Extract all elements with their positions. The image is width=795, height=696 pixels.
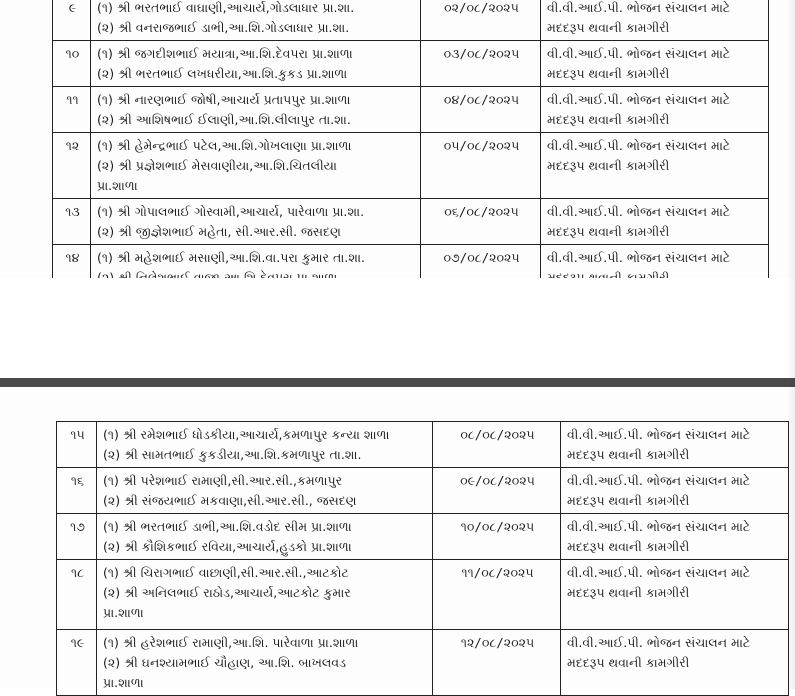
staff-line: (૨) શ્રી જીજ્ઞેશભાઈ મહેતા, સી.આર.સી. જસદણ (97, 224, 341, 239)
staff-line: (૨) શ્રી અનિલભાઈ રાઠોડ,આચાર્ય,આટકોટ કુમાર (103, 585, 351, 600)
staff-line: (૨) શ્રી ભરતભાઈ લખધરીયા,આ.શિ.કુકડ પ્રા.શાળા (97, 66, 348, 81)
scan-edge-shadow (787, 0, 795, 689)
assigned-staff (91, 0, 421, 41)
duty-description (541, 0, 769, 41)
duty-table-1 (52, 0, 769, 291)
staff-line: (૧) શ્રી પરેશભાઈ રામાણી,સી.આર.સી.,કમળાપુર (103, 473, 343, 488)
table-row (57, 468, 789, 514)
task-line: વી.વી.આઈ.પી. ભોજન સંચાલન માટે (567, 473, 751, 488)
table-row (53, 0, 769, 41)
page-2-fragment (0, 387, 795, 689)
assigned-staff (97, 468, 433, 514)
task-line: મદદરૂપ થવાની કામગીરી (567, 447, 690, 462)
assigned-staff (91, 133, 421, 199)
serial-number: ૧૬ (57, 468, 97, 514)
task-line: મદદરૂપ થવાની કામગીરી (547, 158, 670, 173)
page-gap (0, 278, 795, 378)
staff-line: પ્રા.શાળા (103, 675, 144, 690)
staff-line: પ્રા.શાળા (97, 178, 138, 193)
table-row (53, 199, 769, 245)
serial-number: ૧૭ (57, 514, 97, 560)
task-line: મદદરૂપ થવાની કામગીરી (547, 224, 670, 239)
serial-number: ૧૩ (53, 199, 91, 245)
duty-description (561, 468, 789, 514)
staff-line: (૧) શ્રી રમેશભાઈ ધોડકીયા,આચાર્ય,કમળાપુર કન્યા શાળા (103, 427, 390, 442)
staff-line: (૨) શ્રી કૌશિકભાઈ રવિયા,આચાર્ય,હુડકો પ્રા.શાળા (103, 539, 352, 554)
serial-number: ૧૧ (53, 87, 91, 133)
duty-date: ૦૨/૦૮/૨૦૨૫ (421, 0, 541, 41)
staff-line: (૧) શ્રી મહેશભાઈ મસાણી,આ.શિ.વા.પરા કુમાર તા.શા. (97, 250, 365, 265)
duty-description (541, 87, 769, 133)
serial-number: ૧૪ (53, 245, 91, 291)
staff-line: (૨) શ્રી સંજયભાઈ મકવાણા,સી.આર.સી., જસદણ (103, 493, 357, 508)
task-line: મદદરૂપ થવાની કામગીરી (567, 655, 690, 670)
assigned-staff (97, 514, 433, 560)
assigned-staff (91, 41, 421, 87)
duty-date: ૦૯/૦૮/૨૦૨૫ (433, 468, 561, 514)
duty-description (541, 41, 769, 87)
page-divider (0, 378, 795, 387)
serial-number: ૧૫ (57, 422, 97, 468)
duty-date: ૦૭/૦૮/૨૦૨૫ (421, 245, 541, 291)
task-line: વી.વી.આઈ.પી. ભોજન સંચાલન માટે (547, 138, 731, 153)
duty-description (561, 422, 789, 468)
table-row (53, 87, 769, 133)
task-line: મદદરૂપ થવાની કામગીરી (547, 20, 670, 35)
table-row (53, 133, 769, 199)
staff-line: (૧) શ્રી ચિરાગભાઈ વાછાણી,સી.આર.સી.,આટકોટ (103, 565, 349, 580)
task-line: વી.વી.આઈ.પી. ભોજન સંચાલન માટે (547, 250, 731, 265)
task-line: મદદરૂપ થવાની કામગીરી (567, 585, 690, 600)
staff-line: (૨) શ્રી સામતભાઈ કુકડીયા,આ.શિ.કમળાપુર તા.શા. (103, 447, 362, 462)
task-line: મદદરૂપ થવાની કામગીરી (567, 493, 690, 508)
table-row (57, 422, 789, 468)
duty-description (561, 630, 789, 696)
assigned-staff (97, 422, 433, 468)
task-line: વી.વી.આઈ.પી. ભોજન સંચાલન માટે (567, 635, 751, 650)
duty-description (541, 133, 769, 199)
duty-date: ૦૫/૦૮/૨૦૨૫ (421, 133, 541, 199)
staff-line: (૨) શ્રી આશિષભાઈ ઈલાણી,આ.શિ.લીલાપુર તા.શા. (97, 112, 351, 127)
staff-line: (૧) શ્રી હરેશભાઈ રામાણી,આ.શિ. પારેવાળા પ્રા.શાળા (103, 635, 359, 650)
task-line: મદદરૂપ થવાની કામગીરી (547, 66, 670, 81)
task-line: વી.વી.આઈ.પી. ભોજન સંચાલન માટે (547, 46, 731, 61)
duty-date: ૦૬/૦૮/૨૦૨૫ (421, 199, 541, 245)
duty-description (561, 560, 789, 630)
duty-date: ૦૪/૦૮/૨૦૨૫ (421, 87, 541, 133)
duty-date: ૧૨/૦૮/૨૦૨૫ (433, 630, 561, 696)
task-line: વી.વી.આઈ.પી. ભોજન સંચાલન માટે (567, 565, 751, 580)
staff-line: (૧) શ્રી હેમેન્દ્રભાઈ પટેલ,આ.શિ.ગોખલાણા પ્રા.શાળા (97, 138, 352, 153)
assigned-staff (97, 630, 433, 696)
page-1-fragment (0, 0, 795, 278)
duty-table-2 (56, 421, 789, 696)
assigned-staff (97, 560, 433, 630)
task-line: વી.વી.આઈ.પી. ભોજન સંચાલન માટે (567, 427, 751, 442)
task-line: મદદરૂપ થવાની કામગીરી (567, 539, 690, 554)
task-line: વી.વી.આઈ.પી. ભોજન સંચાલન માટે (547, 92, 731, 107)
task-line: વી.વી.આઈ.પી. ભોજન સંચાલન માટે (547, 204, 731, 219)
table-row (57, 560, 789, 630)
serial-number: ૧૮ (57, 560, 97, 630)
assigned-staff (91, 87, 421, 133)
task-line: મદદરૂપ થવાની કામગીરી (547, 112, 670, 127)
staff-line: (૧) શ્રી ભરતભાઈ ડાભી,આ.શિ.વડોદ સીમ પ્રા.શાળા (103, 519, 352, 534)
staff-line: (૨) શ્રી ઘનશ્યામભાઈ ચૌહાણ, આ.શિ. બાખલવડ (103, 655, 346, 670)
staff-line: પ્રા.શાળા (103, 605, 144, 620)
duty-date: ૦૩/૦૮/૨૦૨૫ (421, 41, 541, 87)
serial-number: ૧૦ (53, 41, 91, 87)
serial-number: ૯ (53, 0, 91, 41)
table-row (53, 41, 769, 87)
staff-line: (૧) શ્રી જગદીશભાઈ મયાત્રા,આ.શિ.દેવપરા પ્રા.શાળા (97, 46, 353, 61)
staff-line: (૨) શ્રી પ્રજ્ઞેશભાઈ મેસવાણીયા,આ.શિ.ચિતલીયા (97, 158, 337, 173)
table-row (57, 630, 789, 696)
duty-date: ૧૦/૦૮/૨૦૨૫ (433, 514, 561, 560)
serial-number: ૧૯ (57, 630, 97, 696)
staff-line: (૧) શ્રી નારણભાઈ જોષી,આચાર્ય પ્રતાપપુર પ્રા.શાળા (97, 92, 351, 107)
staff-line: (૧) શ્રી ભરતભાઈ વાઘાણી,આચાર્ય,ગોડલાધાર પ્રા.શા. (97, 0, 355, 15)
staff-line: (૨) શ્રી વનરાજભાઈ ડાભી,આ.શિ.ગોડલાધાર પ્રા.શા. (97, 20, 350, 35)
duty-description (561, 514, 789, 560)
table-row (57, 514, 789, 560)
task-line: વી.વી.આઈ.પી. ભોજન સંચાલન માટે (547, 0, 731, 15)
serial-number: ૧૨ (53, 133, 91, 199)
task-line: વી.વી.આઈ.પી. ભોજન સંચાલન માટે (567, 519, 751, 534)
duty-date: ૧૧/૦૮/૨૦૨૫ (433, 560, 561, 630)
staff-line: (૧) શ્રી ગોપાલભાઈ ગોસ્વામી,આચાર્ય, પારેવાળા પ્રા.શા. (97, 204, 365, 219)
assigned-staff (91, 199, 421, 245)
duty-description (541, 199, 769, 245)
duty-date: ૦૮/૦૮/૨૦૨૫ (433, 422, 561, 468)
